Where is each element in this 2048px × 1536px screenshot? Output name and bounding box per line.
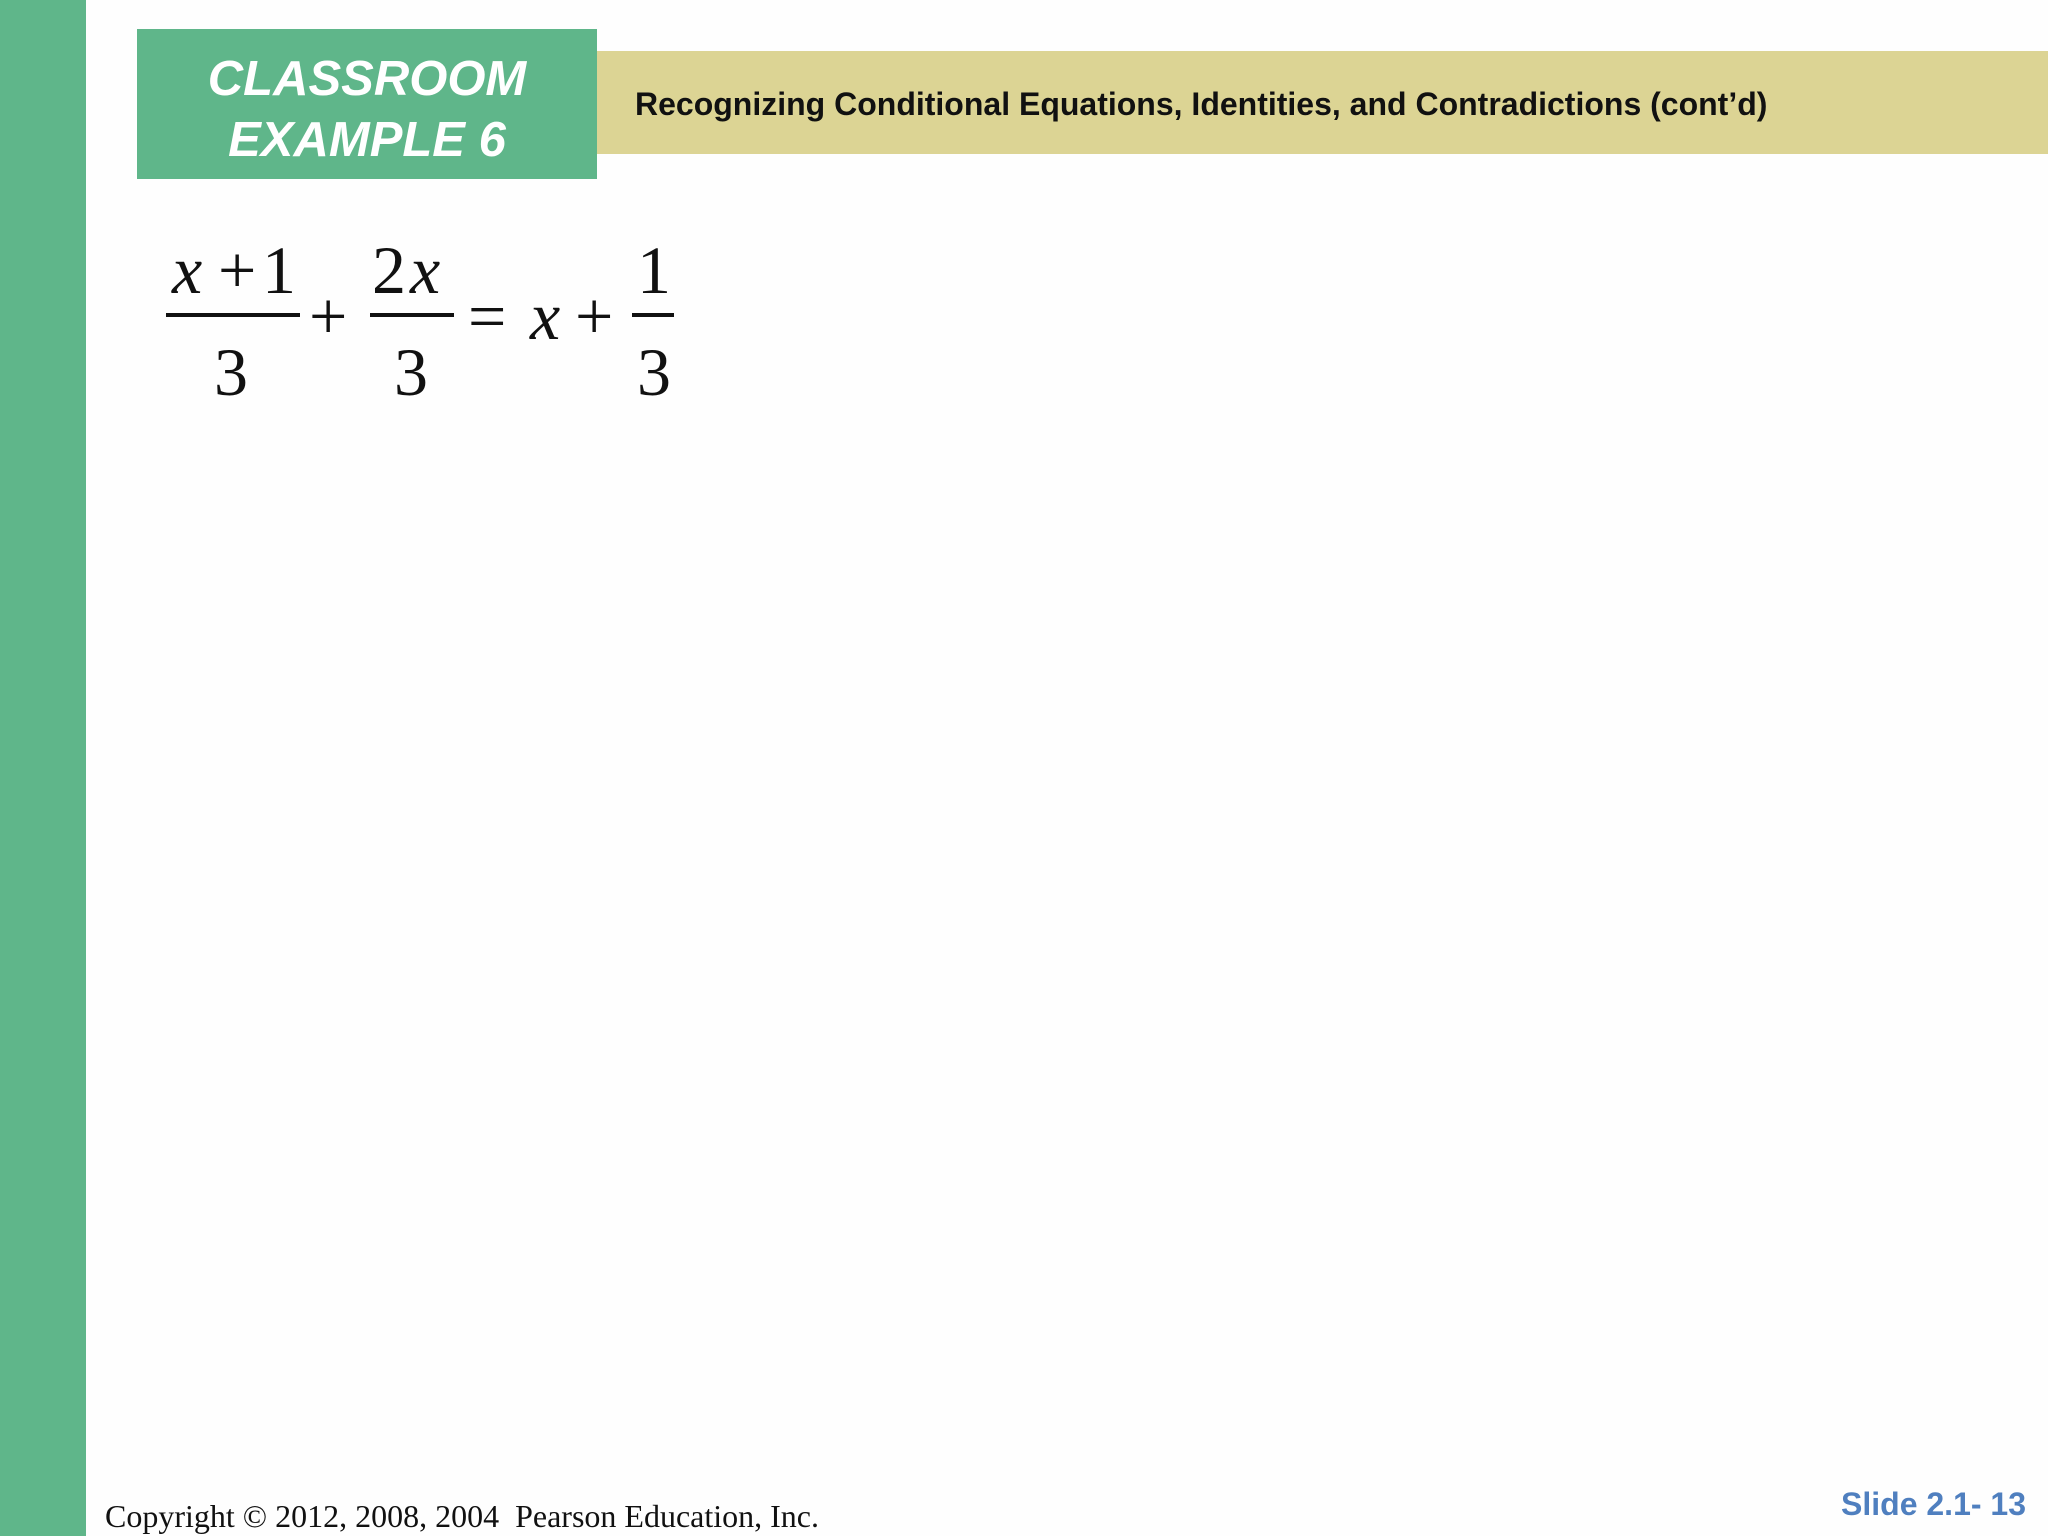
plus-sign-1: + [309, 278, 348, 354]
plus-sign-2: + [575, 278, 614, 354]
badge-line-2: EXAMPLE 6 [228, 113, 506, 167]
frac1-bar [166, 313, 300, 317]
frac3-denominator: 3 [637, 334, 671, 410]
equals-sign: = [468, 278, 507, 354]
badge-line-1: CLASSROOM [207, 52, 527, 106]
slide-subtitle: Recognizing Conditional Equations, Identities, and Contradictions (cont’d) [635, 86, 1768, 122]
frac3-bar [632, 313, 674, 317]
copyright-notice: Copyright © 2012, 2008, 2004 Pearson Education, Inc. [105, 1498, 819, 1534]
frac1-numerator-operator: + [218, 232, 257, 308]
slide-number: Slide 2.1- 13 [1841, 1486, 2026, 1522]
frac2-bar [370, 313, 454, 317]
frac3-numerator: 1 [637, 232, 671, 308]
frac1-numerator-variable: x [172, 232, 203, 308]
frac1-numerator-constant: 1 [262, 232, 296, 308]
frac2-numerator-variable: x [410, 232, 441, 308]
classroom-example-badge [137, 29, 597, 179]
rhs-variable: x [530, 278, 561, 354]
frac2-numerator-coefficient: 2 [372, 232, 406, 308]
left-accent-bar [0, 0, 86, 1536]
frac2-denominator: 3 [394, 334, 428, 410]
frac1-denominator: 3 [214, 334, 248, 410]
